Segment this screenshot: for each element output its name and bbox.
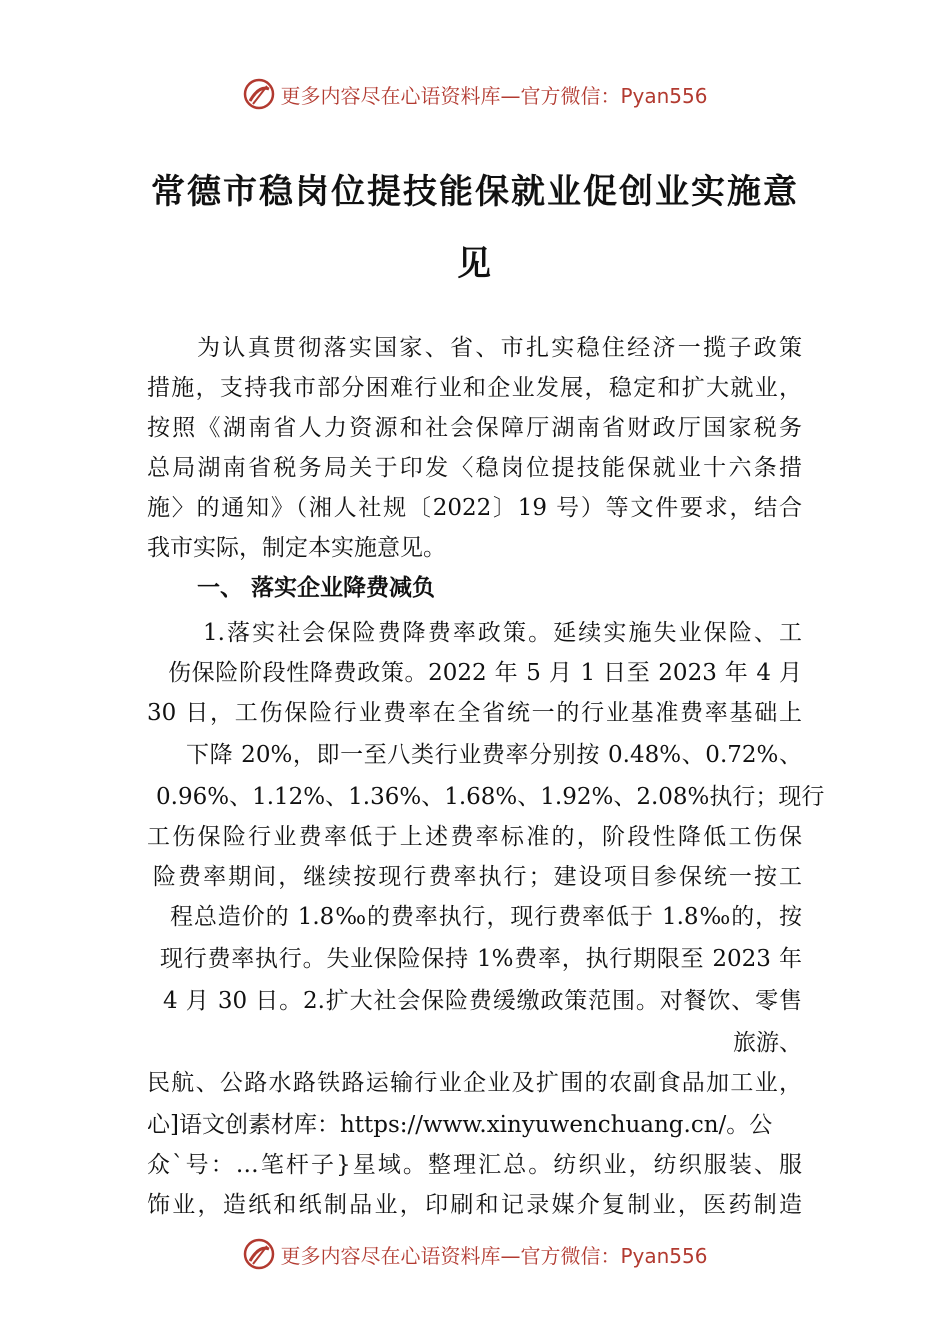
text-line: 0.96%、1.12%、1.36%、1.68%、1.92%、2.08%执行；现行: [156, 784, 825, 810]
text-line: 我市实际，制定本实施意见。: [147, 535, 446, 561]
text-line: 民航、公路水路铁路运输行业企业及扩围的农副食品加工业，: [147, 1070, 802, 1096]
watermark-text: 更多内容尽在心语资料库—官方微信：Pyan556: [280, 1243, 708, 1268]
text-line: 为认真贯彻落实国家、省、市扎实稳住经济一揽子政策: [197, 335, 802, 361]
text-line: 下降 20%，即一至八类行业费率分别按 0.48%、0.72%、: [186, 742, 802, 768]
text-line: 险费率期间，继续按现行费率执行；建设项目参保统一按工: [153, 864, 802, 890]
page-title: 常德市稳岗位提技能保就业促创业实施意见: [151, 172, 799, 284]
text-line: 饰业，造纸和纸制品业，印刷和记录媒介复制业，医药制造: [147, 1192, 802, 1218]
footer-watermark: [0, 1236, 950, 1272]
text-line: 总局湖南省税务局关于印发〈稳岗位提技能保就业十六条措: [147, 455, 802, 481]
seal-logo-icon: [242, 1237, 276, 1271]
text-line: 众`号：…笔杆子}星域。整理汇总。纺织业，纺织服装、服: [147, 1152, 802, 1178]
text-line: 按照《湖南省人力资源和社会保障厅湖南省财政厅国家税务: [147, 415, 802, 441]
text-line: 程总造价的 1.8‰的费率执行，现行费率低于 1.8‰的，按: [170, 904, 802, 930]
header-watermark: [0, 76, 950, 112]
text-line: 措施，支持我市部分困难行业和企业发展，稳定和扩大就业，: [147, 375, 802, 401]
text-line: 30 日，工伤保险行业费率在全省统一的行业基准费率基础上: [147, 700, 802, 726]
text-line: 旅游、: [733, 1030, 802, 1056]
text-line: 施〉的通知》（湘人社规〔2022〕19 号）等文件要求，结合: [147, 495, 802, 521]
seal-logo-icon: [242, 77, 276, 111]
watermark-text: 更多内容尽在心语资料库—官方微信：Pyan556: [280, 83, 708, 108]
text-line: 1.落实社会保险费降费率政策。延续实施失业保险、工: [203, 620, 802, 646]
text-line: 4 月 30 日。2.扩大社会保险费缓缴政策范围。对餐饮、零售: [163, 988, 802, 1014]
text-line: 现行费率执行。失业保险保持 1%费率，执行期限至 2023 年: [160, 946, 802, 972]
text-line: 工伤保险行业费率低于上述费率标准的，阶段性降低工伤保: [147, 824, 802, 850]
section-heading: 一、 落实企业降费减负: [197, 575, 436, 601]
text-line: 伤保险阶段性降费政策。2022 年 5 月 1 日至 2023 年 4 月: [168, 660, 802, 686]
text-line: 心]语文创素材库：https://www.xinyuwenchuang.cn/。公: [147, 1112, 773, 1138]
